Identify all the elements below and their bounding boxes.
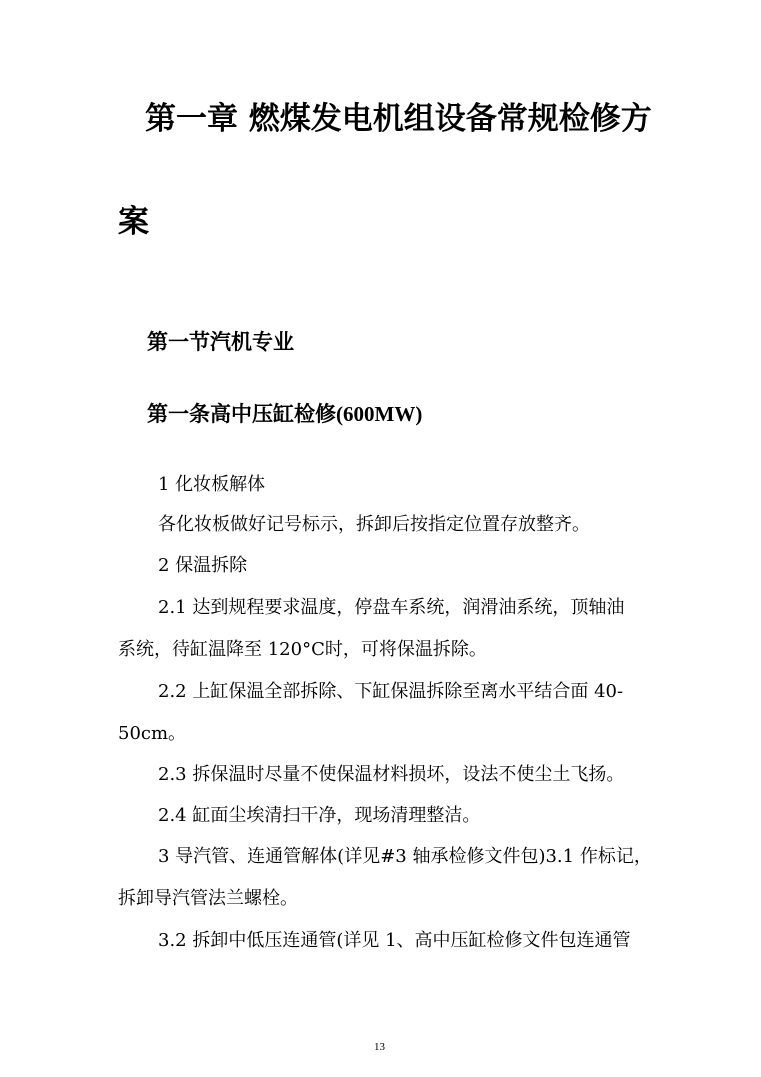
paragraph-11: 拆卸导汽管法兰螺栓。: [118, 888, 298, 909]
chapter-title-line-1: 第一章 燃煤发电机组设备常规检修方: [145, 101, 652, 137]
paragraph-2: 各化妆板做好记号标示，拆卸后按指定位置存放整齐。: [158, 514, 590, 535]
paragraph-3: 2 保温拆除: [158, 555, 248, 576]
paragraph-10: 3 导汽管、连通管解体(详见#3 轴承检修文件包)3.1 作标记，: [158, 846, 652, 867]
article-heading: [147, 404, 422, 425]
paragraph-7: 50cm。: [118, 723, 187, 744]
article-heading-capacity: (600MW): [336, 402, 423, 426]
paragraph-12: 3.2 拆卸中低压连通管(详见 1、高中压缸检修文件包连通管: [158, 930, 631, 951]
paragraph-1: 1 化妆板解体: [158, 474, 266, 495]
paragraph-9: 2.4 缸面尘埃清扫干净，现场清理整洁。: [158, 805, 481, 826]
article-heading-text: 第一条高中压缸检修: [147, 402, 336, 426]
paragraph-6: 2.2 上缸保温全部拆除、下缸保温拆除至离水平结合面 40-: [158, 681, 624, 702]
section-heading: 第一节汽机专业: [147, 330, 294, 354]
page-number: 13: [374, 1041, 385, 1053]
paragraph-8: 2.3 拆保温时尽量不使保温材料损坏，设法不使尘土飞扬。: [158, 764, 625, 785]
paragraph-4: 2.1 达到规程要求温度，停盘车系统，润滑油系统，顶轴油: [158, 597, 625, 618]
paragraph-5: 系统，待缸温降至 120°C时，可将保温拆除。: [118, 639, 487, 660]
chapter-title-line-2: 案: [118, 204, 149, 240]
